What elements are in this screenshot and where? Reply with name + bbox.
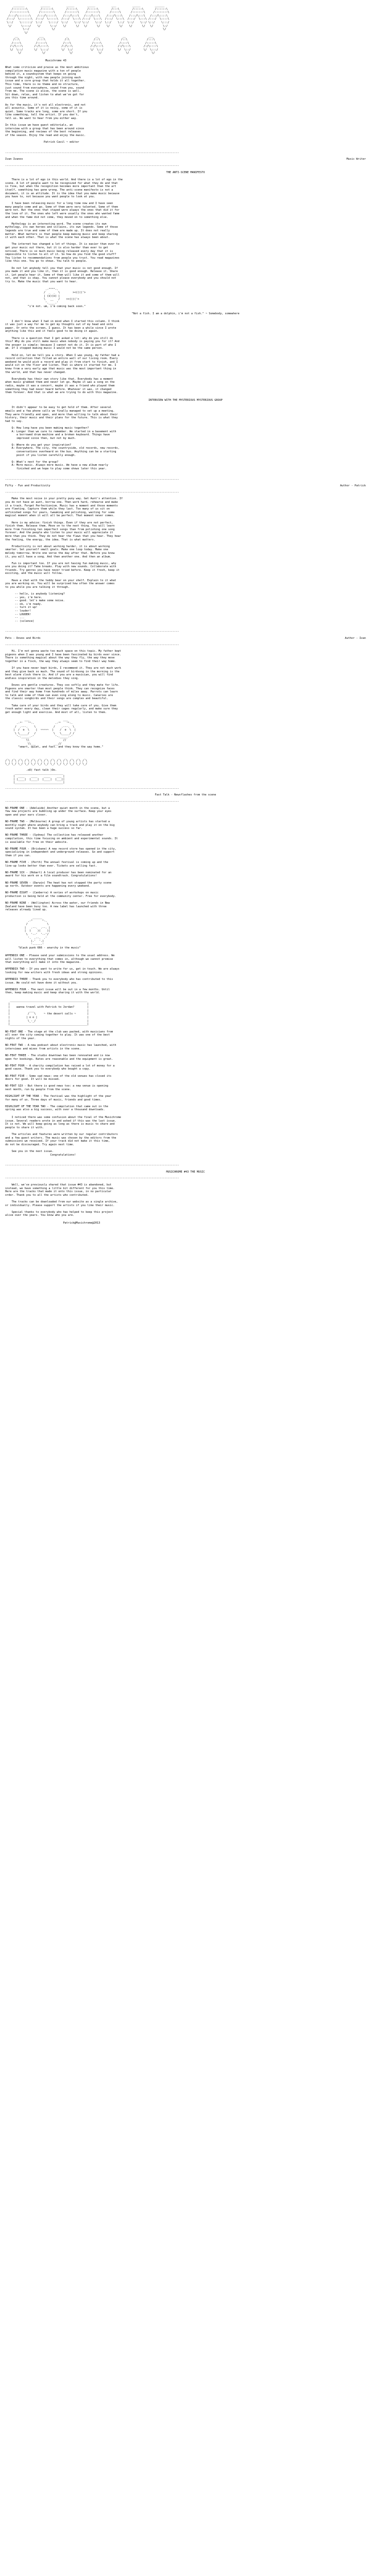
- section-header-left: Pets - Doves and Birds: [5, 636, 41, 640]
- section-header: [5, 637, 366, 640]
- closing-section: [5, 1116, 366, 1157]
- section-title: MUSICHROME #43 THE MUSIC: [166, 1170, 205, 1174]
- divider: ------------------------------------------------------------------------------------------------------------: [5, 643, 179, 647]
- article-body: Make the most noise in your pretty puny way. Get Aunt's attention. If you do not have an aunt, borrow one. Then work hard, rehearse and make it a track. Forget Perfectionism. Music has a moment and those moments are fleeting. Capture them while they last. Too many of us sit on unfinished songs for years, tweaking and polishing, waiting for some magical moment when it will all be perfect. That moment never comes. Here is my advice: finish things. Even if they are not perfect, finish them. Release them. Move on to the next thing. You will learn more from finishing ten imperfect songs than from polishing one song forever. And the people who listen to your music will appreciate it more than you think. They do not hear the flaws that you hear. They hear the feeling, the energy, the idea. That is what matters. Productivity is not about working harder, it is about working smarter. Set yourself small goals. Make one loop today. Make one melody tomorrow. Write one verse the day after that. Before you know it, you will have a song. And then another one. And then an album. Fun is important too. If you are not having fun making music, why are you doing it? Take breaks. Play with new sounds. Collaborate with friends. Try genres you have never tried before. Keep it fresh, keep it exciting, and the music will follow. Have a chat with the teddy bear on your shelf. Explain to it what you are working on. You will be surprised how often the answer comes to you while you are talking it through. -- hello, is anybody listening? -- yes, i'm here. -- good. let's make some noise. -- ok, i'm ready. -- turn it up! -- louder! -- LOUDER! -- ... -- (silence): [5, 497, 123, 623]
- article-body: It didn't appear to be easy to get hold of them. After several emails and a few phone calls we finally managed to set up a meeting. They were friendly and open, and more than willing to talk about their history, their music and their plans for the future. This is what they had to say. Q: How long have you been making music together? A: Longer than we care to remember. We started in a basement with a borrowed drum machine and a broken keyboard. Things have improved since then, but not by much. Q: Where do you get your inspiration? A: Everywhere. The city, the countryside, old records, new records, conversations overheard on the bus. Anything can be a starting point if you listen carefully enough. Q: What's next for the group? A: More music. Always more music. We have a new album nearly finished and we hope to play some shows later this year.: [5, 406, 120, 471]
- logo-ascii-art: _______ ______ _____ _____ ___ _____ ______ /::::::::\ /::::::\ /:::::\ /:::::\ /:::\ /:::::\ /::::::\ /::::::::::\ /::::::::\ /:::::::\ /:::::::\ /:::::\ /:::::::\ /::::::::\ /:::/\:::::::\ /:::/\:::::\ /:::/\:::\ /:::/\:::\ /:::/\:::\ /:::/\:::\ /:::/\::::\ /:::/ \:::::::\ /:::/ \:::::\ /:::/ \:::\ /:::/ \:::\ /:::/ \:::\ /:::/ \:::\ /:::/ \::::\ \::/ \::::::/ \::/ \::::/ \::/ \::/ \::/ \::/ \::/ \::/ \::/ \::/ \::/ \:::/ \/ \::::/ \/ \::/ \/ \/ \/ \/ \/ \/ \/ \/ \/ \:/ \::/ \/ \/ \/ __ ___ _ __ __ ___ /::\ /:::\ /:\ /::\ /::\ /:::\ /::::\ /:::::\ /:::\ /::::\ /::::\ /:::::\ /:/\:::\ /:/\::::\ /:/\::\ /:/\:::\ /:/\:::\ /:/\::::\ \/ \::/ \/ \:::/ \/ \:/ \/ \::/ \/ \::/ \/ \:::/ \/ \/ \/ \/ \/ \/: [7, 4, 170, 55]
- footer-credit: Patrick@Musichrome@2013: [5, 1221, 100, 1225]
- article-interview: [5, 399, 366, 471]
- footer-section: [5, 1183, 366, 1225]
- section-header: [5, 484, 366, 488]
- document-page: [5, 0, 366, 1229]
- section-header-left: Fifty - Fun and Productivity: [5, 484, 50, 488]
- banner-ascii-art: _ _ _ _ _ _ _ _ _ _ _ _ _ / \ / \ / \ / \ / \ / \ / \ / \ / \ / \ / \ / \ / \ \_/ \_/ \_/ \_/ \_/ \_/ \_/ \_/ \_/ \_/ \_/ \_/ \_/ .oO( fast talk )Oo. ______________________________ | ____ ____ ____ ___ | | |____| |____| |____| |___|| |______________________________|: [5, 756, 88, 784]
- article-body: Hi. I'm not gonna waste too much space on this topic. My father kept pigeons when I was young and I have been fascinated by birds ever since. There is something magical about the way they fly, the way they move together in a flock, the way they always seem to find their way home. If you have never kept birds, I recommend it. They are not much work and they give back so much. The sound of birdsong in the morning is the best alarm clock there is. And if you are a musician, you will find endless inspiration in the melodies they sing. Doves are gentle creatures. They coo softly and they mate for life. Pigeons are smarter than most people think. They can recognize faces and find their way home from hundreds of miles away. Parrots can learn to talk and some of them can even sing along to music. Canaries are the classic songbirds and their songs are complex and beautiful. Take care of your birds and they will take care of you. Give them fresh water every day, clean their cages regularly, and make sure they get enough light and exercise. And most of all, listen to them.: [5, 650, 121, 714]
- travel-box-ascii-art: ________________________________________________ | | | wanna travel with Patrick to Jordan? | | ___ | | / \ ~ the desert calls ~ | | | o o | | | \_-_/ | |________________________________________________|: [8, 999, 89, 1026]
- divider: ------------------------------------------------------------------------------------------------------------: [5, 164, 179, 167]
- fish-ascii-art: .-""""-. / _ _ \ ><(((('> | (o)(o) | \ __ / ><(((('> '.____.' "i'm not. um, i'm coming back soon.": [27, 287, 86, 308]
- divider: ------------------------------------------------------------------------------------------------------------: [5, 478, 179, 481]
- article-productivity: [5, 497, 366, 623]
- birds-ascii-art: ___ ___ .-"' '"-. .-"' '"-. / .---. \ / .---. \ | / o \ | ~~~~~ | / o \ | \ \_____/ / \ \_____/ / '-._____.-' '-._____.-' \\ // \\___ ___// "smart, quiet, and fast. and they know the way home.": [13, 718, 104, 749]
- section-header-right: Music Writer: [346, 158, 366, 161]
- closing-signature: Congratulations!: [5, 1153, 76, 1157]
- appendix-body: APPENDIX ONE - Please send your submissions to the usual address. We will listen to everything that comes in, although we cannot promise that everything will make it into the magazine. APPENDIX TWO - If you want to write for us, get in touch. We are always looking for new writers with fresh ideas and strong opinions. APPENDIX THREE - Thank you to everybody who has contributed to this issue. We could not have done it without you. APPENDIX FOUR - The next issue will be out in a few months. Until then, keep making music and keep sharing it with the world.: [5, 954, 120, 995]
- divider: ------------------------------------------------------------------------------------------------------------: [5, 1177, 179, 1180]
- divider: ------------------------------------------------------------------------------------------------------------: [5, 151, 179, 155]
- closing-body: I noticed there was some confusion about the final of the Musichrome issue. Several readers wrote in and asked if this was the last issue. It is not. We will keep going as long as there is music to share and people to share it with. The articles and features were written by our regular contributors and a few guest writers. The music was chosen by the editors from the submissions we received. If your track did not make it this time, do not be discouraged. Try again next time. See you in the next issue.: [5, 1116, 121, 1153]
- section-header-right: Author - Ivan: [345, 636, 366, 640]
- article-manifesto: [5, 171, 366, 395]
- section-header: [5, 158, 366, 161]
- divider: ------------------------------------------------------------------------------------------------------------: [5, 630, 179, 634]
- article-quote: "Not a fish. I am a dolphin, i'm not a fish." ~ Somebody, somewhere: [131, 312, 240, 316]
- appendix-section: [5, 954, 366, 995]
- features-body: NO-FEAT ONE - The stage at the club was packed, with musicians from all over the city coming together to play. It was one of the best nights of the year. NO-FEAT TWO - A new podcast about electronic music has launched, with interviews and mixes from artists in the scene. NO-FEAT THREE - The studio downtown has been renovated and is now open for bookings. Rates are reasonable and the equipment is great. NO-FEAT FOUR - A charity compilation has raised a lot of money for a good cause. Thank you to everybody who bought a copy. NO-FEAT FIVE - Some sad news: one of the old venues has closed its doors for good. It will be missed. NO-FEAT SIX - But there is good news too: a new venue is opening next month, run by people from the scene. HIGHLIGHT OF THE YEAR - The festival was the highlight of the year for many of us. Three days of music, friends and good times. HIGHLIGHT OF THE YEAR TWO - The compilation that came out in the spring was also a big success, with over a thousand downloads.: [5, 1030, 116, 1112]
- intro-text: Musichrome 43 What some criticize and praise as the most ambitious compilation music magazine with a ton of people behind it, a soundsystem that keeps on going through the night, with new people joining each issue and a core group that holds it all together. This time, there is no theme and no structure, just sound from everywhere, sound from you, sound from me. The scene is alive, the scene is well. Sit down, relax, and listen to what we've got for you this time around. As for the music, it's not all electronic, and not all acoustic. Some of it is noisy, some of it is quiet. Some tracks are long, some are short. If you like something, tell the artist. If you don't, tell us. We want to hear from you either way. In this issue we have guest editorials, an interview with a group that has been around since the beginning, and reviews of the best releases of the season. Enjoy the read and enjoy the music. Patrick Cavil ~ editor: [5, 59, 89, 144]
- article-body-continued: I don't know what I had in mind when I started this column. I think it was just a way for me to get my thoughts out of my head and onto paper. Or onto the screen, I guess. It has been a while since I wrote anything like this and it feels good to be doing it again. There is a question that I get asked a lot: why do you still do this? Why do you still make music when nobody is paying you for it? And the answer is simple: because I cannot not do it. It is part of who I am. If I stopped making music I would not be the same person. Hold on, let me tell you a story. When I was young, my father had a record collection that filled an entire wall of our living room. Every weekend he would pick a record and play it from start to finish, and I would sit on the floor and listen. That is where it started for me. I knew from a very early age that music was the most important thing in the world, and that has never changed. Everybody has their own story like that. Everybody has a moment when music grabbed them and never let go. Maybe it was a song on the radio, maybe it was a concert, maybe it was a friend who played them something they had never heard before. Whatever it was, it changed them forever. And that is what we are trying to do with this magazine.: [5, 319, 120, 395]
- article-title: INTERVIEW WITH THE MYSTERIOUS MYSTERIOUS GROUP: [148, 398, 223, 402]
- masthead: [5, 4, 366, 55]
- divider: ------------------------------------------------------------------------------------------------------------: [5, 490, 179, 494]
- news-body: NO-FRAME ONE - (Adelaide) Another quiet month in the scene, but a few new projects are bubbling up under the surface. Keep your eyes open and your ears closer. NO-FRAME TWO - (Melbourne) A group of young artists has started a monthly night where anybody can bring a track and play it on the big sound system. It has been a huge success so far. NO-FRAME THREE - (Sydney) The collective has released another compilation, this time focusing on ambient and experimental sounds. It is available for free on their website. NO-FRAME FOUR - (Brisbane) A new record store has opened in the city, specializing in independent and underground releases. Go and support them if you can. NO-FRAME FIVE - (Perth) The annual festival is coming up and the line-up looks better than ever. Tickets are selling fast. NO-FRAME SIX - (Hobart) A local producer has been nominated for an award for his work on a film soundtrack. Congratulations! NO-FRAME SEVEN - (Darwin) The heat has not stopped the party scene up north. Outdoor events are happening every weekend. NO-FRAME EIGHT - (Canberra) A series of workshops on music production is being held at the community center. Free for everybody. NO-FRAME NINE - (Wellington) Across the water, our friends in New Zealand have been busy too. A new label has launched with three releases already lined up.: [5, 806, 118, 912]
- section-header-left: Ivan Ivanov: [5, 158, 23, 161]
- divider: ------------------------------------------------------------------------------------------------------------: [5, 800, 179, 803]
- news-section: [5, 807, 366, 912]
- skull-ascii-art: ______ .-" "-. / \ | .--. .--. | | ( )( )| \ '--' '--'/ '. .--. .' |.' '.| '------' "black punk 666 - anarchy in the music": [18, 916, 81, 950]
- divider: ------------------------------------------------------------------------------------------------------------: [5, 787, 179, 790]
- article-birds: [5, 650, 366, 749]
- features-section: [5, 1030, 366, 1112]
- article-body: There is a lot of ego in this world. And there is a lot of ego in the scene. A lot of people want to be recognized for what they do and that is fine, but when the recognition becomes more important than the art itself, something has gone wrong. The anti-scene manifesto is not a document, it is an attitude. It is the idea that you make music because you have to, not because you want people to look at you. I have been releasing music for a long time now and I have seen many people come and go. Some of them were very talented. Some of them were not. But the ones that stayed were always the ones that did it for the love of it. The ones who left were usually the ones who wanted fame and when the fame did not come, they moved on to something else. Mythology is an interesting word. The scene creates its own mythology, its own heroes and villains, its own legends. Some of those legends are true and some of them are made up. It does not really matter. What matters is that people keep making music and keep sharing it with each other. That is what the scene has always been about. The internet has changed a lot of things. It is easier than ever to get your music out there, but it is also harder than ever to get noticed. There is so much music being released every day that it is impossible to listen to all of it. So how do you find the good stuff? You listen to recommendations from people you trust. You read magazines like this one. You go to shows. You talk to people. Do not let anybody tell you that your music is not good enough. If you made it and you like it, then it is good enough. Release it. Share it. Let people hear it. Some of them will like it and some of them will not, and that is okay. You cannot please everybody and you should not try to. Make the music that you want to hear.: [5, 178, 123, 283]
- footer-body: Well, we've previously shared that issue #43 is abandoned, but instead, we have something a little bit different for you this time. Here are the tracks that made it onto this issue, in no particular order. Thank you to all the artists who contributed. The tracks can be downloaded from our website as a single archive, or individually. Please support the artists if you like their music. Special thanks to everybody who has helped to keep this project alive over the years. You know who you are.: [5, 1183, 118, 1217]
- article-title: THE ANTI-SCENE MANIFESTO: [166, 171, 205, 174]
- section-header-right: Author - Patrick: [340, 484, 366, 488]
- section-title: Fast Talk - Newsflashes from the scene: [155, 793, 216, 797]
- intro-section: [5, 59, 366, 144]
- divider: ------------------------------------------------------------------------------------------------------------: [5, 1164, 179, 1167]
